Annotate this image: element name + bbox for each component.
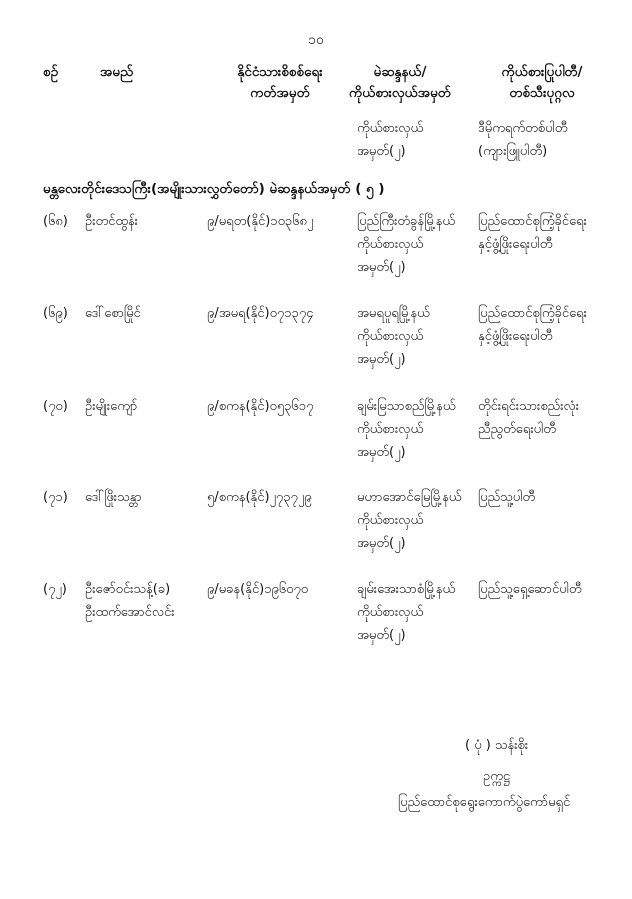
row-party-line: ပြည်သူ့ရှေ့ဆောင်ပါတီ bbox=[478, 582, 582, 597]
page-number: ၁၀ bbox=[308, 32, 324, 48]
row-constituency bbox=[357, 486, 461, 555]
row-constituency-line: ကိုယ်စားလှယ် bbox=[357, 422, 424, 437]
row-name-line: ဒေါ်ဖြိုးသန္တာ bbox=[85, 490, 142, 505]
row-serial: (၇၂) bbox=[43, 582, 67, 597]
header-party-line2: တစ်သီးပုဂ္ဂလ bbox=[509, 85, 575, 101]
row-constituency-line: ကိုယ်စားလှယ် bbox=[357, 513, 424, 528]
row-nrc: ၅/စကန(နိုင်)၂၇၃၇၂၉ bbox=[207, 490, 312, 505]
row-party-line: နှင့်ဖွံ့ဖြိုးရေးပါတီ bbox=[478, 329, 553, 344]
signature-name: ( ပုံ ) သန်းစိုး bbox=[465, 738, 529, 753]
row-party bbox=[478, 395, 579, 441]
row-constituency-line: ပြည်ကြီးတံခွန်မြို့နယ် bbox=[357, 214, 456, 229]
row-name-line: ဦးမျိုးကျော် bbox=[85, 399, 138, 414]
row-name bbox=[85, 395, 137, 418]
continued-constituency-line: အမှတ်(၂) bbox=[357, 144, 406, 159]
header-party bbox=[472, 62, 612, 104]
row-name bbox=[85, 486, 142, 509]
row-name bbox=[85, 302, 141, 325]
row-constituency-line: အမှတ်(၂) bbox=[357, 260, 406, 275]
row-constituency-line: အမှတ်(၂) bbox=[357, 536, 406, 551]
row-party-line: ညီညွတ်ရေးပါတီ bbox=[478, 422, 556, 437]
section-title: မန္တလေးတိုင်းဒေသကြီး(အမျိုးသားလွှတ်တော်) မဲဆန္ဒနယ်အမှတ် ( ၅ ) bbox=[43, 181, 385, 197]
row-constituency-line: မဟာအောင်မြေမြို့နယ် bbox=[357, 490, 462, 505]
continued-constituency bbox=[357, 117, 423, 163]
row-name-line: ဒေါ်စောမြိုင် bbox=[85, 306, 141, 321]
header-nrc-line2: ကတ်အမှတ် bbox=[250, 85, 310, 101]
signature-organization: ပြည်ထောင်စုရွေးကောက်ပွဲကော်မရှင် bbox=[398, 795, 571, 810]
row-constituency-line: ချမ်းမြသာစည်မြို့နယ် bbox=[357, 399, 456, 414]
continued-party bbox=[478, 117, 567, 163]
continued-constituency-line: ကိုယ်စားလှယ် bbox=[357, 121, 424, 136]
row-name bbox=[85, 578, 175, 624]
row-nrc: ၉/မခန(နိုင်)၁၉၆၀၇၀ bbox=[207, 582, 309, 597]
row-constituency bbox=[357, 210, 455, 279]
row-party bbox=[478, 578, 582, 601]
row-constituency bbox=[357, 578, 455, 647]
row-party bbox=[478, 486, 535, 509]
row-nrc: ၉/စကန(နိုင်)၀၅၃၆၁၇ bbox=[207, 399, 314, 414]
row-constituency bbox=[357, 302, 430, 371]
row-party-line: ပြည်သူ့ပါတီ bbox=[478, 490, 536, 505]
row-constituency-line: အမှတ်(၂) bbox=[357, 628, 406, 643]
continued-party-line: (ကျားဖြူပါတီ) bbox=[478, 144, 548, 159]
row-constituency-line: ချမ်းအေးသာစံမြို့နယ် bbox=[357, 582, 456, 597]
row-party-line: နှင့်ဖွံ့ဖြိုးရေးပါတီ bbox=[478, 237, 553, 252]
row-name-line: ဦးတင်ထွန်း bbox=[85, 214, 138, 229]
header-constituency-line2: ကိုယ်စားလှယ်အမှတ် bbox=[349, 85, 451, 101]
row-serial: (၆၈) bbox=[43, 214, 68, 229]
header-constituency-line1: မဲဆန္ဒနယ်/ bbox=[373, 64, 427, 80]
row-party bbox=[478, 302, 587, 348]
row-constituency-line: ကိုယ်စားလှယ် bbox=[357, 605, 424, 620]
row-constituency-line: ကိုယ်စားလှယ် bbox=[357, 237, 424, 252]
header-name: အမည် bbox=[100, 64, 134, 80]
row-name-line: ဦးထက်အောင်လင်း bbox=[85, 605, 175, 620]
row-party-line: တိုင်းရင်းသားစည်းလုံး bbox=[478, 399, 580, 414]
row-serial: (၇၀) bbox=[43, 399, 68, 414]
row-party-line: ပြည်ထောင်စုကြံ့ခိုင်ရေး bbox=[478, 306, 587, 321]
header-serial: စဉ် bbox=[43, 64, 59, 80]
row-serial: (၆၉) bbox=[43, 306, 68, 321]
signature-title: ဥက္ကဋ္ဌ bbox=[483, 769, 510, 784]
row-name bbox=[85, 210, 138, 233]
row-constituency-line: အမရပူရမြို့နယ် bbox=[357, 306, 430, 321]
row-serial: (၇၁) bbox=[43, 490, 68, 505]
row-constituency-line: အမှတ်(၂) bbox=[357, 445, 406, 460]
row-constituency-line: အမှတ်(၂) bbox=[357, 352, 406, 367]
header-constituency bbox=[330, 62, 470, 104]
row-constituency-line: ကိုယ်စားလှယ် bbox=[357, 329, 424, 344]
row-nrc: ၉/မရတ(နိုင်)၁၀၃၆၈၂ bbox=[207, 214, 314, 229]
row-constituency bbox=[357, 395, 455, 464]
header-nrc-line1: နိုင်ငံသားစိစစ်ရေး bbox=[237, 64, 323, 80]
row-nrc: ၉/အမရ(နိုင်)၀၇၁၃၇၄ bbox=[207, 306, 314, 321]
row-party-line: ပြည်ထောင်စုကြံ့ခိုင်ရေး bbox=[478, 214, 587, 229]
row-name-line: ဦးဇော်ဝင်းသန့်(ခ) bbox=[85, 582, 171, 597]
continued-party-line: ဒီမိုကရက်တစ်ပါတီ bbox=[478, 121, 568, 136]
header-party-line1: ကိုယ်စားပြုပါတီ/ bbox=[501, 64, 583, 80]
row-party bbox=[478, 210, 587, 256]
